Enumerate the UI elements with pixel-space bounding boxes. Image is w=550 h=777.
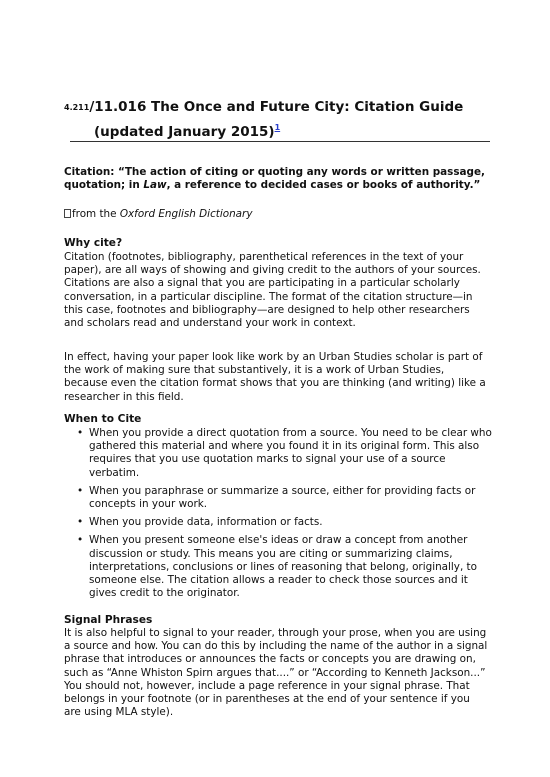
list-item-text: When you provide a direct quotation from a source. You need to be clear who gathered this material and where you found it in its original form. This also requires that you use quotation marks to signal your use of a source verbatim.	[89, 427, 492, 479]
document-title	[64, 97, 494, 142]
source-dictionary: Oxford English Dictionary	[119, 208, 253, 220]
list-item-text: When you paraphrase or summarize a source, either for providing facts or concepts in your work.	[89, 484, 476, 511]
list-item	[70, 534, 494, 600]
bullet-icon: •	[77, 534, 84, 547]
course-number: 4.211	[64, 103, 90, 112]
definition-law-italic: Law	[143, 179, 167, 192]
when-to-cite-list	[70, 427, 494, 605]
why-cite-paragraph-1: Citation (footnotes, bibliography, parenthetical references in the text of your paper), are all ways of showing and giving credit to the authors of your sources. Citations are also a signal that you are participating in a particular scholarly conversation, in a particular discipline. The format of the citation structure—in this case, footnotes and bibliography—are designed to help other researchers and scholars read and understand your work in context.	[64, 251, 481, 330]
list-item-text: When you present someone else's ideas or draw a concept from another discussion or study. This means you are citing or summarizing claims, interpretations, conclusions or lines of reasoning that belong, originally, to someone else. The citation allows a reader to check those sources and it gives credit to the originator.	[89, 534, 477, 600]
list-item-text: When you provide data, information or facts.	[89, 516, 323, 529]
footnote-link[interactable]: 1	[274, 123, 281, 132]
title-main: /11.016 The Once and Future City: Citation Guide	[89, 99, 464, 115]
why-cite-paragraph-2: In effect, having your paper look like work by an Urban Studies scholar is part of the work of making sure that substantively, it is a work of Urban Studies, because even the citation format shows that you are thinking (and writing) like a researcher in this field.	[64, 351, 486, 403]
definition-text-start: Citation: “The action of citing or quoting any words or written passage, quotation; in	[64, 166, 485, 192]
title-updated: (updated January 2015)	[94, 124, 275, 140]
definition-source	[64, 208, 489, 221]
source-prefix: from the	[72, 208, 120, 220]
definition-text-end: , a reference to decided cases or books of authority.”	[166, 179, 481, 192]
citation-definition	[64, 166, 489, 193]
list-item	[70, 427, 494, 480]
when-to-cite-heading: When to Cite	[64, 413, 142, 425]
missing-glyph-icon	[64, 209, 71, 218]
list-item	[70, 516, 494, 529]
bullet-icon: •	[77, 516, 84, 529]
bullet-icon: •	[77, 427, 84, 439]
bullet-icon: •	[77, 484, 84, 497]
signal-phrases-heading: Signal Phrases	[64, 614, 153, 626]
title-divider	[70, 141, 490, 142]
title-line-1	[64, 97, 494, 118]
list-item	[70, 485, 494, 511]
title-line-2	[64, 118, 494, 142]
signal-phrases-paragraph: It is also helpful to signal to your reader, through your prose, when you are using a source and how. You can do this by including the name of the author in a signal phrase that introduces or announces the facts or concepts you are drawing on, such as “Anne Whiston Spirn argues that....” or “According to Kenneth Jackson...” You should not, however, include a page reference in your signal phrase. That belongs in your footnote (or in parentheses at the end of your sentence if you are using MLA style).	[64, 627, 488, 719]
why-cite-heading: Why cite?	[64, 237, 123, 249]
